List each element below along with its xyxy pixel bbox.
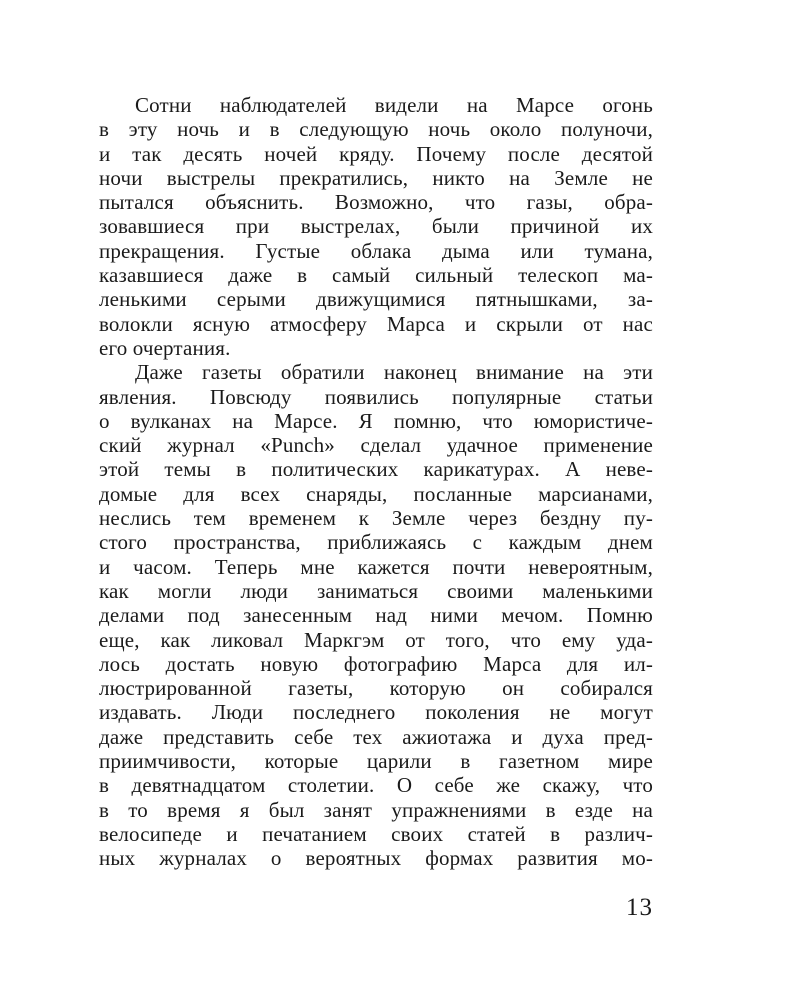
text-line: домые для всех снаряды, посланные марсианами, [99,481,653,506]
text-line: зовавшиеся при выстрелах, были причиной их [99,214,653,239]
text-line: ных журналах о вероятных формах развития мо- [99,846,653,871]
paragraph-1 [99,93,653,360]
text-line: волокли ясную атмосферу Марса и скрыли от нас [99,311,653,336]
text-line: этой темы в политических карикатурах. А неве- [99,457,653,482]
text-line: неслись тем временем к Земле через бездну пу- [99,506,653,531]
text-line: стого пространства, приближаясь с каждым днем [99,530,653,555]
text-line: ночи выстрелы прекратились, никто на Земле не [99,165,653,190]
text-line: в то время я был занят упражнениями в езде на [99,797,653,822]
text-line: казавшиеся даже в самый сильный телескоп ма- [99,263,653,288]
text-line: явления. Повсюду появились популярные статьи [99,384,653,409]
text-line: и часом. Теперь мне кажется почти невероятным, [99,554,653,579]
text-line: даже представить себе тех ажиотажа и духа пред- [99,724,653,749]
body-text [99,93,653,871]
text-line: пытался объяснить. Возможно, что газы, обра- [99,190,653,215]
text-line: приимчивости, которые царили в газетном мире [99,749,653,774]
text-line: прекращения. Густые облака дыма или тумана, [99,238,653,263]
text-line: в девятнадцатом столетии. О себе же скажу, что [99,773,653,798]
text-line: делами под занесенным над ними мечом. Помню [99,603,653,628]
text-line: ленькими серыми движущимися пятнышками, за- [99,287,653,312]
page-number: 13 [626,894,653,921]
text-line: люстрированной газеты, которую он собирался [99,676,653,701]
text-line: еще, как ликовал Маркгэм от того, что ему уда- [99,627,653,652]
text-line: лось достать новую фотографию Марса для ил- [99,651,653,676]
text-line: велосипеде и печатанием своих статей в различ- [99,821,653,846]
text-line: издавать. Люди последнего поколения не могут [99,700,653,725]
paragraph-2 [99,360,653,870]
text-line: Даже газеты обратили наконец внимание на эти [135,360,653,385]
text-line: ский журнал «Punch» сделал удачное применение [99,433,653,458]
text-line: и так десять ночей кряду. Почему после десятой [99,141,653,166]
text-line: в эту ночь и в следующую ночь около полуночи, [99,117,653,142]
text-line: Сотни наблюдателей видели на Марсе огонь [135,93,653,117]
text-line: как могли люди заниматься своими маленькими [99,578,653,603]
text-line: его очертания. [99,335,231,360]
text-line: о вулканах на Марсе. Я помню, что юмористиче- [99,408,653,433]
